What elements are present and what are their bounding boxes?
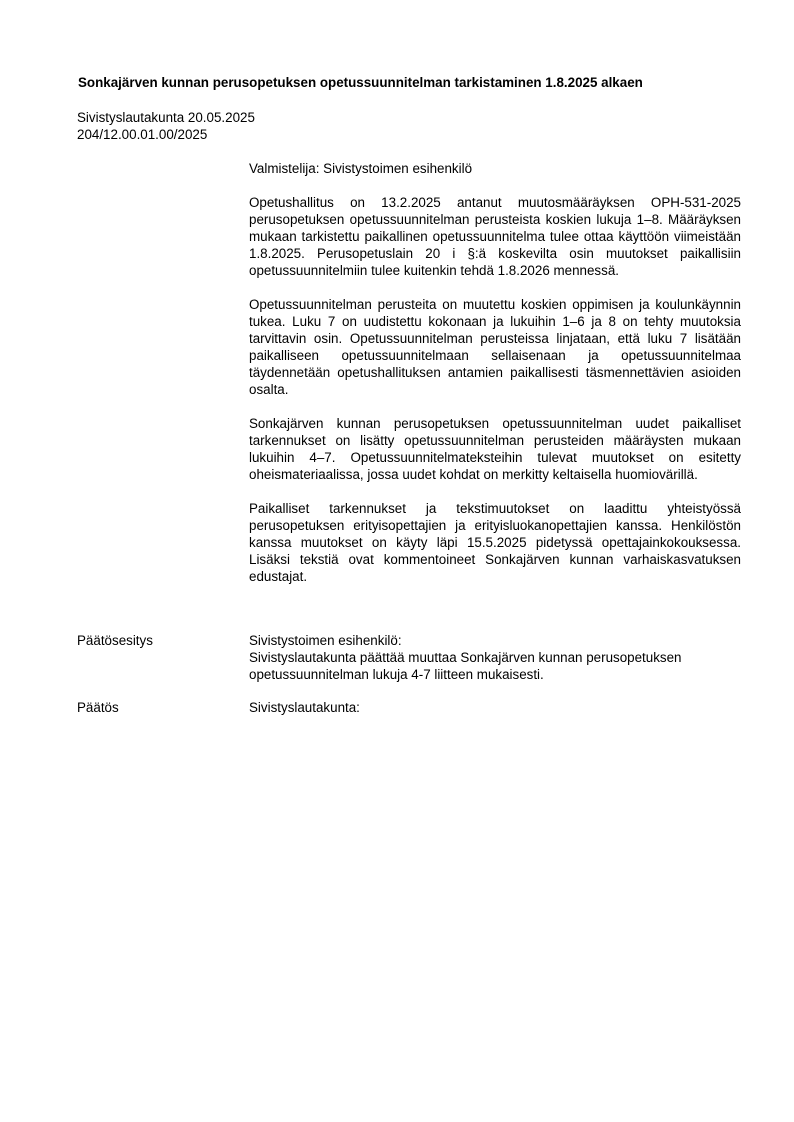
document-title: Sonkajärven kunnan perusopetuksen opetussuunnitelman tarkistaminen 1.8.2025 alkaen xyxy=(78,75,643,90)
paragraph: Paikalliset tarkennukset ja tekstimuutokset on laadittu yhteistyössä perusopetuksen erityisopettajien ja erityisluokanopettajien kanssa. Henkilöstön kanssa muutokset on käyty läpi 15.5.2025 pidetyssä opettajainkokouksessa. Lisäksi tekstiä ovat kommentoineet Sonkajärven kunnan varhaiskasvatuksen edustajat. xyxy=(249,501,741,584)
paragraph: Opetussuunnitelman perusteita on muutettu koskien oppimisen ja koulunkäynnin tukea. Luku 7 on uudistettu kokonaan ja lukuihin 1–6 ja 8 on tehty muutoksia tarvittavin osin. Opetussuunnitelman perusteissa linjataan, että luku 7 lisätään paikalliseen opetussuunnitelmaan sellaisenaan ja opetussuunnitelmaa täydennetään opetushallituksen antamien paikallisesti täsmennettävien asioiden osalta. xyxy=(249,297,741,397)
board-date: Sivistyslautakunta 20.05.2025 xyxy=(77,110,255,125)
decision-label: Päätös xyxy=(77,700,119,715)
decision-text: Sivistyslautakunta: xyxy=(249,700,360,715)
proposal-line: Sivistystoimen esihenkilö: xyxy=(249,633,402,648)
proposal-line: Sivistyslautakunta päättää muuttaa Sonkajärven kunnan perusopetuksen xyxy=(249,650,682,665)
body-paragraphs xyxy=(249,194,741,602)
paragraph: Sonkajärven kunnan perusopetuksen opetussuunnitelman uudet paikalliset tarkennukset on lisätty opetussuunnitelman perusteiden määräysten mukaan lukuihin 4–7. Opetussuunnitelmateksteihin tulevat muutokset on esitetty oheismateriaalissa, jossa uudet kohdat on merkitty keltaisella huomiovärillä. xyxy=(249,416,741,482)
proposal-text xyxy=(249,632,741,683)
proposal-label: Päätösesitys xyxy=(77,633,153,648)
record-number: 204/12.00.01.00/2025 xyxy=(77,127,208,142)
preparer-line: Valmistelija: Sivistystoimen esihenkilö xyxy=(249,161,473,176)
paragraph: Opetushallitus on 13.2.2025 antanut muutosmääräyksen OPH-531-2025 perusopetuksen opetussuunnitelman perusteista koskien lukuja 1–8. Määräyksen mukaan tarkistettu paikallinen opetussuunnitelma tulee ottaa käyttöön viimeistään 1.8.2025. Perusopetuslain 20 i §:ä koskevilta osin muutokset paikallisiin opetussuunnitelmiin tulee kuitenkin tehdä 1.8.2026 mennessä. xyxy=(249,195,741,278)
proposal-line: opetussuunnitelman lukuja 4-7 liitteen mukaisesti. xyxy=(249,667,544,682)
document-meta xyxy=(77,109,255,143)
